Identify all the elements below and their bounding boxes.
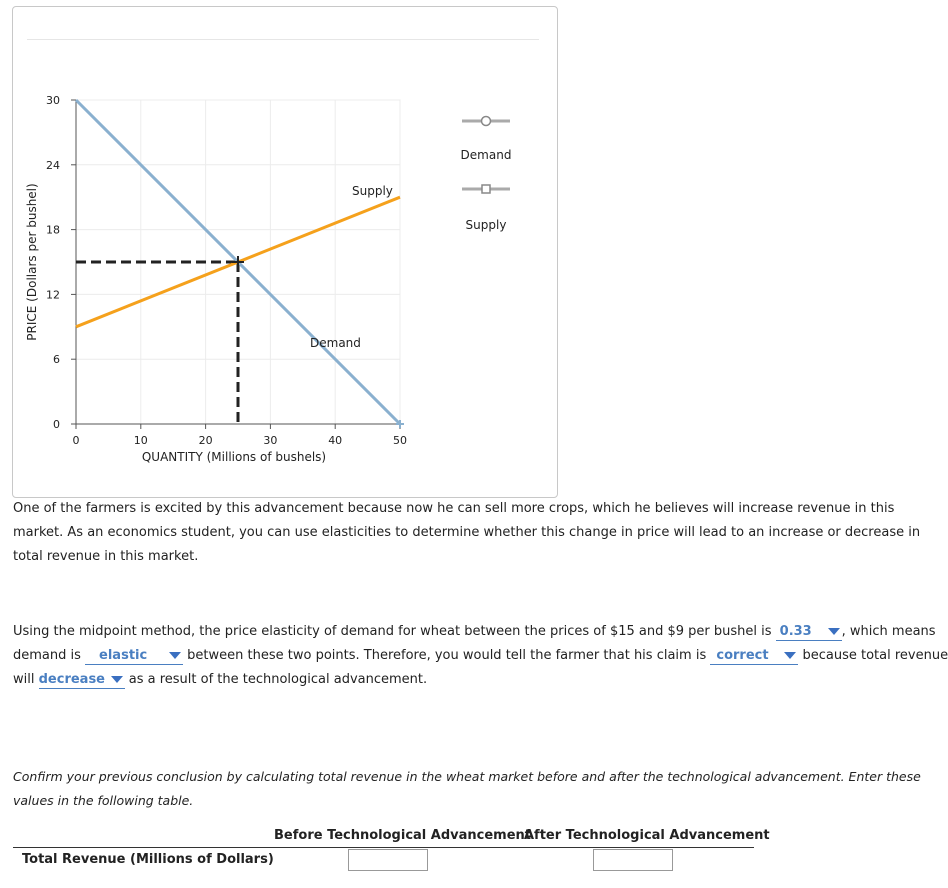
- y-tick-label: 6: [53, 353, 60, 367]
- table-header-before: Before Technological Advancement: [274, 828, 532, 843]
- total-revenue-before-input[interactable]: [348, 849, 428, 871]
- axis-ticks: [46, 94, 407, 447]
- revenue-change-dropdown-value: decrease: [38, 672, 105, 687]
- q2-text-b: between these two points. Therefore, you would tell the farmer that his claim is: [187, 648, 707, 663]
- x-tick-label: 0: [72, 434, 80, 447]
- x-tick-label: 40: [328, 434, 343, 447]
- y-tick-label: 0: [53, 418, 60, 431]
- question-line-3: [13, 668, 427, 692]
- q2-text-c: because total revenue: [802, 648, 948, 663]
- legend: [461, 117, 512, 233]
- table-header-rule: [13, 847, 754, 848]
- q3-text-a: will: [13, 672, 35, 687]
- square-icon: [482, 185, 490, 193]
- claim-dropdown-value: correct: [716, 648, 769, 663]
- instruction-paragraph: Confirm your previous conclusion by calculating total revenue in the wheat market before and after the technological advancement. Enter these values in the following table.: [13, 769, 921, 808]
- chevron-down-icon: [828, 628, 840, 635]
- q1-text-a: Using the midpoint method, the price elasticity of demand for wheat between the prices of $15 and $9 per bushel is: [13, 624, 772, 639]
- claim-dropdown[interactable]: [710, 647, 798, 665]
- q1-text-b: , which means: [841, 624, 936, 639]
- x-tick-label: 20: [198, 434, 213, 447]
- chevron-down-icon: [169, 652, 181, 659]
- revenue-change-dropdown[interactable]: [39, 671, 125, 689]
- q2-text-a: demand is: [13, 648, 81, 663]
- legend-supply-label: Supply: [465, 218, 507, 232]
- x-axis-title: QUANTITY (Millions of bushels): [141, 450, 327, 464]
- elasticity-dropdown[interactable]: [776, 623, 842, 641]
- chevron-down-icon: [111, 676, 123, 683]
- x-tick-label: 30: [263, 434, 278, 447]
- question-line-1: [13, 620, 936, 644]
- demand-curve-label: Demand: [310, 336, 361, 350]
- table-header-after: After Technological Advancement: [524, 828, 770, 843]
- question-line-2: [13, 644, 948, 668]
- elasticity-dropdown-value: 0.33: [779, 624, 812, 639]
- q3-text-b: as a result of the technological advancement.: [128, 672, 428, 687]
- x-tick-label: 10: [133, 434, 148, 447]
- y-tick-label: 30: [46, 94, 60, 107]
- intro-paragraph: One of the farmers is excited by this advancement because now he can sell more crops, which he believes will increase revenue in this market. As an economics student, you can use elasticities to determine whether this change in price will lead to an increase or decrease in total revenue in this market.: [13, 501, 921, 564]
- y-tick-label: 18: [46, 223, 60, 237]
- circle-icon: [482, 117, 491, 126]
- y-tick-label: 24: [46, 158, 60, 172]
- legend-demand-label: Demand: [460, 148, 512, 162]
- total-revenue-row-label: Total Revenue (Millions of Dollars): [22, 852, 274, 867]
- y-tick-label: 12: [46, 288, 60, 302]
- chevron-down-icon: [784, 652, 796, 659]
- y-axis-title: PRICE (Dollars per bushel): [25, 183, 39, 341]
- elasticity-type-dropdown[interactable]: [85, 647, 183, 665]
- supply-curve-label: Supply: [352, 184, 393, 198]
- elasticity-type-dropdown-value: elastic: [99, 648, 148, 663]
- x-tick-label: 50: [393, 434, 407, 447]
- total-revenue-after-input[interactable]: [593, 849, 673, 871]
